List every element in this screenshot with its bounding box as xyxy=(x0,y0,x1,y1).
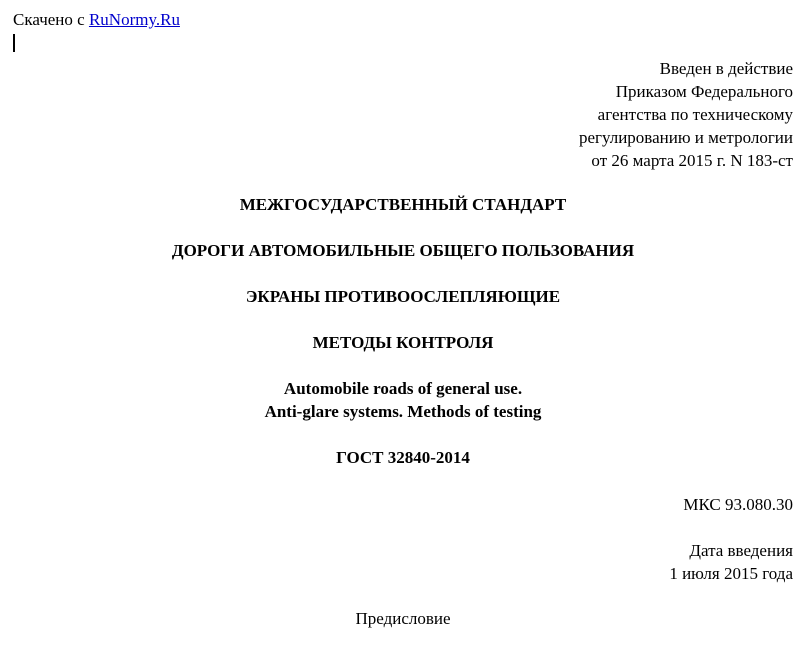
approval-block xyxy=(579,57,793,172)
english-title xyxy=(0,377,799,423)
approval-line: от 26 марта 2015 г. N 183-ст xyxy=(591,151,793,170)
approval-line: Приказом Федерального xyxy=(615,82,793,101)
approval-line: агентства по техническому xyxy=(597,105,793,124)
source-prefix: Скачено с xyxy=(13,10,89,29)
introduction-date: 1 июля 2015 года xyxy=(669,564,793,583)
preface-heading: Предисловие xyxy=(355,609,451,628)
subject-heading: ДОРОГИ АВТОМОБИЛЬНЫЕ ОБЩЕГО ПОЛЬЗОВАНИЯ xyxy=(171,241,635,260)
english-title-line: Automobile roads of general use. xyxy=(283,379,523,398)
introduction-label: Дата введения xyxy=(689,541,793,560)
english-title-line: Anti-glare systems. Methods of testing xyxy=(264,402,542,421)
standard-type-heading: МЕЖГОСУДАРСТВЕННЫЙ СТАНДАРТ xyxy=(239,195,567,214)
approval-line: Введен в действие xyxy=(659,59,793,78)
standard-designation: ГОСТ 32840-2014 xyxy=(336,448,470,467)
aspect-heading: МЕТОДЫ КОНТРОЛЯ xyxy=(312,333,494,352)
mks-code: МКС 93.080.30 xyxy=(683,495,793,514)
introduction-date-block xyxy=(669,539,793,585)
approval-line: регулированию и метрологии xyxy=(578,128,793,147)
source-line xyxy=(13,10,180,30)
object-heading: ЭКРАНЫ ПРОТИВООСЛЕПЛЯЮЩИЕ xyxy=(245,287,561,306)
text-cursor xyxy=(13,34,15,52)
runormy-link[interactable]: RuNormy.Ru xyxy=(88,10,180,29)
